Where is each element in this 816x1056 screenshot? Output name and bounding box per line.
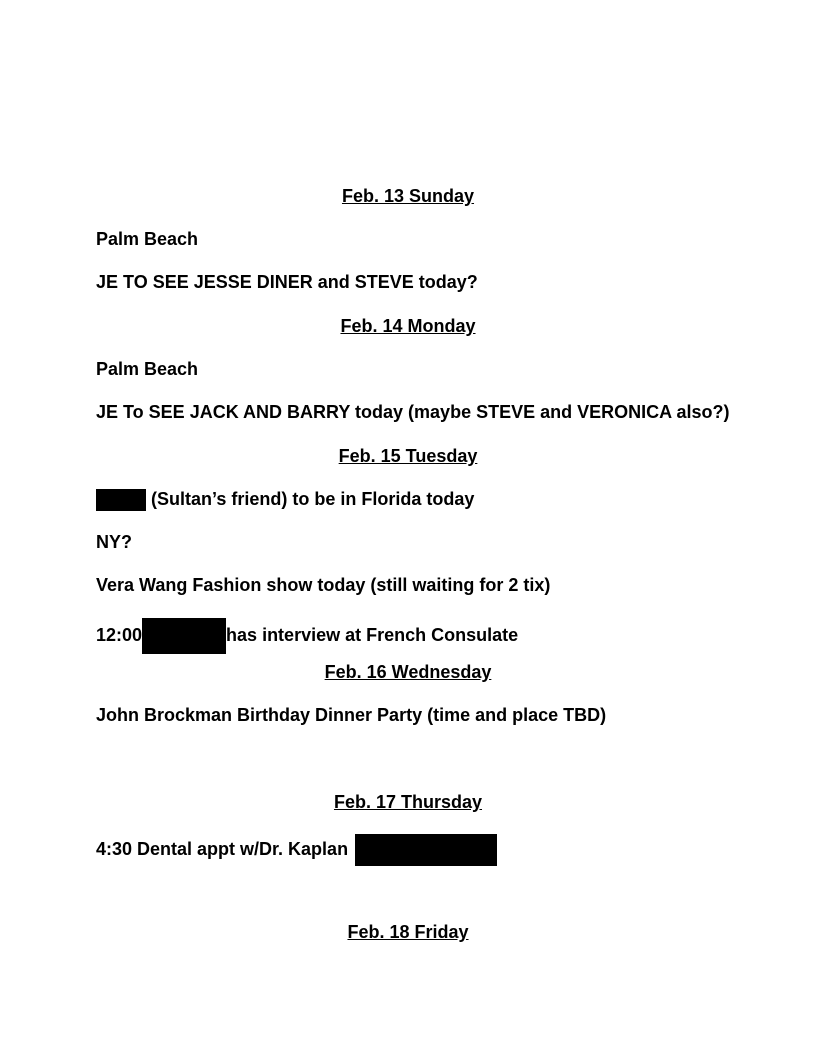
redaction-box <box>96 489 146 511</box>
redaction-box <box>142 618 226 654</box>
location-line: Palm Beach <box>96 229 199 249</box>
location-line: Palm Beach <box>96 359 199 379</box>
redaction-box <box>355 834 497 866</box>
day-heading-feb-15: Feb. 15 Tuesday <box>338 446 478 466</box>
schedule-note: JE To SEE JACK AND BARRY today (maybe STEVE and VERONICA also?) <box>96 402 730 422</box>
day-heading-feb-17: Feb. 17 Thursday <box>333 792 483 812</box>
location-line: NY? <box>96 532 132 552</box>
appointment-text: 4:30 Dental appt w/Dr. Kaplan <box>96 838 349 859</box>
schedule-note-text: (Sultan’s friend) to be in Florida today <box>146 489 475 509</box>
appointment-text: has interview at French Consulate <box>226 624 519 645</box>
appointment-line <box>96 618 518 654</box>
day-heading-feb-18: Feb. 18 Friday <box>347 922 469 942</box>
appointment-time: 12:00 <box>96 624 143 645</box>
appointment-line-redacted <box>96 834 497 866</box>
schedule-note: Vera Wang Fashion show today (still waiting for 2 tix) <box>96 575 551 595</box>
day-heading-feb-16: Feb. 16 Wednesday <box>324 662 492 682</box>
schedule-note: John Brockman Birthday Dinner Party (time and place TBD) <box>96 705 607 725</box>
schedule-note: JE TO SEE JESSE DINER and STEVE today? <box>96 272 478 292</box>
schedule-note-redacted <box>96 488 474 511</box>
day-heading-feb-13: Feb. 13 Sunday <box>341 186 475 206</box>
day-heading-feb-14: Feb. 14 Monday <box>340 316 476 336</box>
